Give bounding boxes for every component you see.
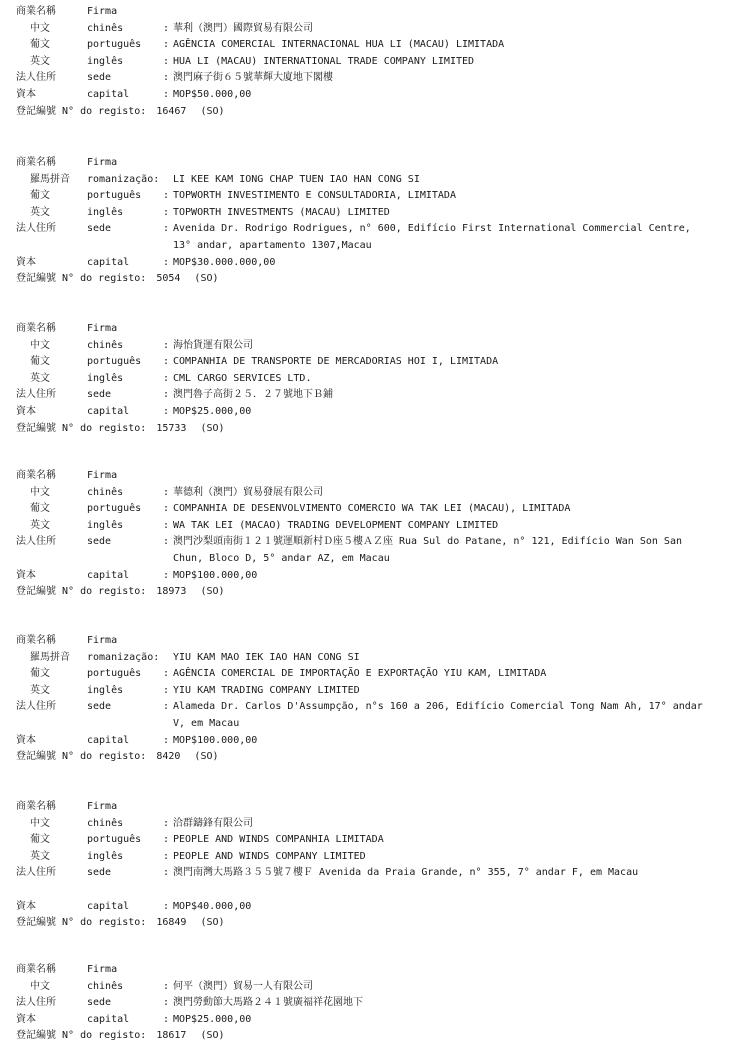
registry-line [16, 271, 219, 288]
english-label-pt: inglês [87, 206, 124, 218]
registry-line [16, 1028, 225, 1045]
english-name-row [0, 205, 743, 222]
registry-suffix: (SO) [200, 1030, 225, 1042]
seat-row [0, 699, 743, 732]
colon: : [163, 850, 170, 862]
capital-label-pt: capital [87, 734, 130, 746]
colon: : [163, 734, 170, 746]
chinese-label-zh: 中文 [30, 22, 50, 34]
colon: : [163, 72, 170, 84]
seat-label-zh: 法人住所 [16, 867, 56, 879]
company-record [0, 468, 743, 601]
company-record [0, 155, 743, 288]
registry-number: 8420 [156, 751, 181, 763]
registry-label-pt: N° do registo: [62, 105, 147, 117]
colon: : [163, 1013, 170, 1025]
english-name-row [0, 849, 743, 866]
chinese-label-pt: chinês [87, 486, 124, 498]
seat-label-zh: 法人住所 [16, 72, 56, 84]
romanization-label-pt: romanização: [87, 651, 160, 663]
company-record [0, 962, 743, 1045]
chinese-label-zh: 中文 [30, 486, 50, 498]
registry-row [0, 915, 743, 932]
company-record [0, 633, 743, 766]
english-label-zh: 英文 [30, 372, 50, 384]
firm-label-pt: Firma [87, 964, 118, 975]
portuguese-name-row [0, 188, 743, 205]
registry-label-pt: N° do registo: [62, 273, 147, 285]
portuguese-label-pt: português [87, 190, 142, 202]
portuguese-name-row [0, 501, 743, 518]
portuguese-name-row [0, 37, 743, 54]
firm-label-zh: 商業名稱 [16, 470, 56, 481]
chinese-name-value: 洽群鑄鋒有限公司 [173, 817, 253, 829]
colon: : [163, 55, 170, 67]
portuguese-label-zh: 葡文 [30, 668, 50, 680]
colon: : [163, 668, 170, 680]
chinese-label-zh: 中文 [30, 339, 50, 351]
seat-label-zh: 法人住所 [16, 701, 56, 713]
colon: : [163, 817, 170, 829]
firm-label-zh: 商業名稱 [16, 157, 56, 168]
firm-header-row [0, 799, 743, 816]
seat-row [0, 387, 743, 404]
registry-row [0, 584, 743, 601]
chinese-label-pt: chinês [87, 817, 124, 829]
seat-row [0, 534, 743, 567]
registry-number: 16849 [156, 917, 187, 929]
registry-number: 18973 [156, 586, 187, 598]
registry-line [16, 421, 225, 438]
english-name-value: TOPWORTH INVESTMENTS (MACAU) LIMITED [173, 206, 390, 218]
chinese-name-row [0, 485, 743, 502]
registry-suffix: (SO) [200, 422, 225, 434]
english-name-row [0, 54, 743, 71]
capital-row [0, 255, 743, 272]
english-name-value: CML CARGO SERVICES LTD. [173, 372, 312, 384]
capital-value: MOP$50.000,00 [173, 88, 252, 100]
seat-label-pt: sede [87, 997, 112, 1009]
registry-line [16, 104, 225, 121]
capital-label-pt: capital [87, 256, 130, 268]
firm-label-zh: 商業名稱 [16, 801, 56, 812]
registry-suffix: (SO) [200, 105, 225, 117]
firm-header-row [0, 155, 743, 172]
capital-label-zh: 資本 [16, 88, 36, 100]
portuguese-label-zh: 葡文 [30, 39, 50, 51]
seat-label-zh: 法人住所 [16, 997, 56, 1009]
portuguese-label-pt: português [87, 668, 142, 680]
colon: : [163, 980, 170, 992]
registry-number: 5054 [156, 273, 181, 285]
registry-line [16, 915, 225, 932]
english-label-zh: 英文 [30, 55, 50, 67]
romanization-label-zh: 羅馬拼音 [30, 651, 70, 663]
company-record [0, 799, 743, 932]
registry-label-pt: N° do registo: [62, 1030, 147, 1042]
capital-row [0, 568, 743, 585]
capital-row [0, 87, 743, 104]
chinese-name-value: 海怡貨運有限公司 [173, 339, 253, 351]
english-label-zh: 英文 [30, 519, 50, 531]
seat-row [0, 995, 743, 1012]
colon: : [163, 503, 170, 515]
colon: : [163, 339, 170, 351]
colon: : [163, 190, 170, 202]
chinese-name-row [0, 979, 743, 996]
registry-row [0, 104, 743, 121]
romanization-label-zh: 羅馬拼音 [30, 173, 70, 185]
portuguese-name-value: COMPANHIA DE TRANSPORTE DE MERCADORIAS HOI I, LIMITADA [173, 356, 499, 368]
registry-label-pt: N° do registo: [62, 422, 147, 434]
registry-label-zh: 登記編號 [16, 751, 56, 763]
registry-label-pt: N° do registo: [62, 917, 147, 929]
registry-label-pt: N° do registo: [62, 586, 147, 598]
capital-label-zh: 資本 [16, 569, 36, 581]
registry-label-zh: 登記編號 [16, 422, 56, 434]
capital-label-zh: 資本 [16, 405, 36, 417]
company-record [0, 321, 743, 437]
capital-value: MOP$40.000,00 [173, 900, 252, 912]
capital-label-pt: capital [87, 1013, 130, 1025]
capital-value: MOP$100.000,00 [173, 734, 258, 746]
portuguese-label-zh: 葡文 [30, 503, 50, 515]
firm-label-zh: 商業名稱 [16, 635, 56, 646]
colon: : [163, 569, 170, 581]
colon: : [163, 405, 170, 417]
firm-label-pt: Firma [87, 323, 118, 334]
chinese-label-zh: 中文 [30, 817, 50, 829]
colon: : [163, 997, 170, 1009]
seat-value: 澳門麻子街６５號華輝大廈地下閣樓 [173, 72, 333, 84]
chinese-name-row [0, 338, 743, 355]
registry-label-zh: 登記編號 [16, 917, 56, 929]
firm-header-row [0, 962, 743, 979]
capital-label-zh: 資本 [16, 900, 36, 912]
english-name-row [0, 371, 743, 388]
portuguese-name-value: TOPWORTH INVESTIMENTO E CONSULTADORIA, LIMITADA [173, 190, 456, 202]
chinese-label-pt: chinês [87, 22, 124, 34]
firm-header-row [0, 321, 743, 338]
seat-label-pt: sede [87, 536, 112, 548]
english-label-pt: inglês [87, 850, 124, 862]
chinese-name-value: 何平（澳門）貿易一人有限公司 [173, 980, 313, 992]
seat-label-pt: sede [87, 701, 112, 713]
registry-suffix: (SO) [194, 751, 219, 763]
firm-header-row [0, 468, 743, 485]
registry-row [0, 1028, 743, 1045]
colon: : [163, 684, 170, 696]
portuguese-label-zh: 葡文 [30, 356, 50, 368]
registry-label-pt: N° do registo: [62, 751, 147, 763]
romanization-row [0, 172, 743, 189]
capital-label-zh: 資本 [16, 1013, 36, 1025]
portuguese-name-value: AGÊNCIA COMERCIAL INTERNACIONAL HUA LI (MACAU) LIMITADA [173, 39, 505, 51]
capital-row [0, 1012, 743, 1029]
portuguese-label-pt: português [87, 39, 142, 51]
romanization-row [0, 650, 743, 667]
colon: : [163, 223, 170, 235]
english-name-value: HUA LI (MACAU) INTERNATIONAL TRADE COMPANY LIMITED [173, 55, 475, 67]
english-name-row [0, 518, 743, 535]
portuguese-label-pt: português [87, 834, 142, 846]
romanization-value: LI KEE KAM IONG CHAP TUEN IAO HAN CONG SI [173, 173, 420, 185]
capital-label-pt: capital [87, 88, 130, 100]
seat-label-pt: sede [87, 389, 112, 401]
portuguese-name-row [0, 666, 743, 683]
english-name-row [0, 683, 743, 700]
chinese-name-row [0, 21, 743, 38]
colon: : [163, 519, 170, 531]
capital-value: MOP$100.000,00 [173, 569, 258, 581]
portuguese-name-value: AGÊNCIA COMERCIAL DE IMPORTAÇÃO E EXPORTAÇÃO YIU KAM, LIMITADA [173, 668, 547, 680]
seat-value: Alameda Dr. Carlos D'Assumpção, n°s 160 a 206, Edifício Comercial Tong Nam Ah, 17° andar V, em Macau [173, 701, 703, 729]
seat-value: 澳門魯子高街２５．２７號地下Ｂ鋪 [173, 389, 333, 401]
portuguese-label-zh: 葡文 [30, 190, 50, 202]
registry-number: 18617 [156, 1030, 187, 1042]
english-name-value: YIU KAM TRADING COMPANY LIMITED [173, 684, 360, 696]
colon: : [163, 356, 170, 368]
registry-suffix: (SO) [200, 586, 225, 598]
company-record [0, 4, 743, 120]
english-label-zh: 英文 [30, 850, 50, 862]
portuguese-name-value: COMPANHIA DE DESENVOLVIMENTO COMERCIO WA TAK LEI (MACAU), LIMITADA [173, 503, 571, 515]
chinese-name-row [0, 816, 743, 833]
registry-line [16, 584, 225, 601]
portuguese-name-value: PEOPLE AND WINDS COMPANHIA LIMITADA [173, 834, 384, 846]
registry-suffix: (SO) [194, 273, 219, 285]
capital-value: MOP$25.000,00 [173, 1013, 252, 1025]
portuguese-name-row [0, 354, 743, 371]
capital-label-zh: 資本 [16, 734, 36, 746]
english-label-pt: inglês [87, 55, 124, 67]
colon: : [163, 256, 170, 268]
chinese-name-value: 華利（澳門）國際貿易有限公司 [173, 22, 313, 34]
registry-line [16, 749, 219, 766]
portuguese-label-zh: 葡文 [30, 834, 50, 846]
seat-value: 澳門南灣大馬路３５５號７樓Ｆ Avenida da Praia Grande, n° 355, 7° andar F, em Macau [173, 867, 639, 879]
registry-number: 16467 [156, 105, 187, 117]
english-label-zh: 英文 [30, 206, 50, 218]
seat-value: 澳門沙梨頭南街１２１號運順新村Ｄ座５樓ＡＺ座 Rua Sul do Patane, n° 121, Edifício Wan Son San Chun, Bloco D, 5° andar AZ, em Macau [173, 536, 682, 564]
english-label-pt: inglês [87, 372, 124, 384]
capital-label-zh: 資本 [16, 256, 36, 268]
english-name-value: PEOPLE AND WINDS COMPANY LIMITED [173, 850, 366, 862]
romanization-label-pt: romanização: [87, 173, 160, 185]
chinese-label-zh: 中文 [30, 980, 50, 992]
seat-label-zh: 法人住所 [16, 223, 56, 235]
colon: : [163, 372, 170, 384]
seat-label-pt: sede [87, 223, 112, 235]
registry-number: 15733 [156, 422, 187, 434]
firm-label-pt: Firma [87, 635, 118, 646]
seat-label-pt: sede [87, 867, 112, 879]
firm-label-zh: 商業名稱 [16, 6, 56, 17]
registry-label-zh: 登記編號 [16, 1030, 56, 1042]
colon: : [163, 206, 170, 218]
english-label-pt: inglês [87, 519, 124, 531]
seat-label-zh: 法人住所 [16, 389, 56, 401]
firm-label-zh: 商業名稱 [16, 964, 56, 975]
firm-label-pt: Firma [87, 801, 118, 812]
colon: : [163, 536, 170, 548]
capital-row [0, 899, 743, 916]
portuguese-label-pt: português [87, 503, 142, 515]
registry-row [0, 421, 743, 438]
portuguese-label-pt: português [87, 356, 142, 368]
portuguese-name-row [0, 832, 743, 849]
firm-header-row [0, 4, 743, 21]
seat-row [0, 221, 743, 254]
registry-label-zh: 登記編號 [16, 105, 56, 117]
chinese-name-value: 華德利（澳門）貿易發展有限公司 [173, 486, 323, 498]
english-label-zh: 英文 [30, 684, 50, 696]
registry-row [0, 271, 743, 288]
capital-label-pt: capital [87, 569, 130, 581]
capital-row [0, 404, 743, 421]
registry-label-zh: 登記編號 [16, 586, 56, 598]
colon: : [163, 486, 170, 498]
english-name-value: WA TAK LEI (MACAO) TRADING DEVELOPMENT COMPANY LIMITED [173, 519, 499, 531]
registry-row [0, 749, 743, 766]
colon: : [163, 834, 170, 846]
romanization-value: YIU KAM MAO IEK IAO HAN CONG SI [173, 651, 360, 663]
capital-label-pt: capital [87, 405, 130, 417]
firm-label-pt: Firma [87, 6, 118, 17]
seat-value: 澳門勞動節大馬路２４１號廣福祥花園地下 [173, 997, 363, 1009]
firm-label-zh: 商業名稱 [16, 323, 56, 334]
colon: : [163, 900, 170, 912]
registry-suffix: (SO) [200, 917, 225, 929]
colon: : [163, 88, 170, 100]
colon: : [163, 701, 170, 713]
chinese-label-pt: chinês [87, 980, 124, 992]
firm-header-row [0, 633, 743, 650]
seat-label-zh: 法人住所 [16, 536, 56, 548]
seat-label-pt: sede [87, 72, 112, 84]
english-label-pt: inglês [87, 684, 124, 696]
chinese-label-pt: chinês [87, 339, 124, 351]
firm-label-pt: Firma [87, 157, 118, 168]
registry-label-zh: 登記編號 [16, 273, 56, 285]
seat-row [0, 865, 743, 898]
capital-row [0, 733, 743, 750]
seat-value: Avenida Dr. Rodrigo Rodrigues, n° 600, Edifício First International Commercial Centre, 13° andar, apartamento 1307,Macau [173, 223, 691, 251]
capital-value: MOP$30.000.000,00 [173, 256, 276, 268]
colon: : [163, 867, 170, 879]
seat-row [0, 70, 743, 87]
firm-label-pt: Firma [87, 470, 118, 481]
capital-value: MOP$25.000,00 [173, 405, 252, 417]
colon: : [163, 389, 170, 401]
colon: : [163, 22, 170, 34]
capital-label-pt: capital [87, 900, 130, 912]
colon: : [163, 39, 170, 51]
